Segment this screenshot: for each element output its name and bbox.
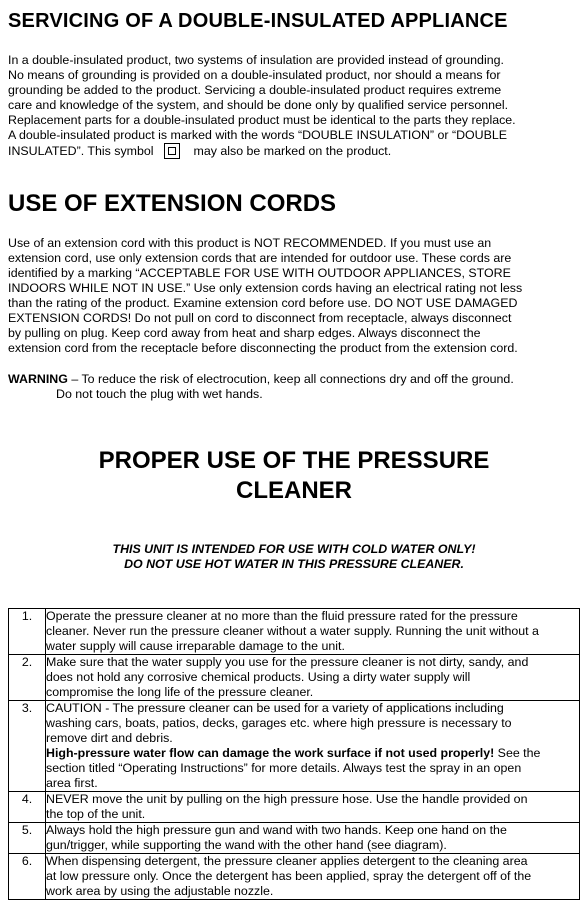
text-before-symbol: INSULATED”. This symbol [8,144,154,158]
text-line: at low pressure only. Once the detergent has been applied, spray the detergent off of the [46,869,532,883]
text-line: INDOORS WHILE NOT IN USE.” Use only extension cords having an electrical rating not less [8,281,523,295]
text-line: compromise the long life of the pressure cleaner. [46,685,314,699]
text-line: Use of an extension cord with this product is NOT RECOMMENDED. If you must use an [8,236,492,250]
title-line: PROPER USE OF THE PRESSURE [98,447,490,474]
warning-text: – To reduce the risk of electrocution, keep all connections dry and off the ground. [67,372,514,386]
notice-line: THIS UNIT IS INTENDED FOR USE WITH COLD WATER ONLY! [112,542,476,556]
notice-line: DO NOT USE HOT WATER IN THIS PRESSURE CLEANER. [124,557,464,571]
title-line: CLEANER [235,477,352,504]
table-row [9,792,580,823]
text-line: does not hold any corrosive chemical products. Using a dirty water supply will [46,670,471,684]
table-row [9,823,580,854]
text-line: No means of grounding is provided on a double-insulated product, nor should a means for [8,68,501,82]
text-line: extension cord, use only extension cords that are intended for outdoor use. These cords are [8,251,512,265]
step-text [46,655,580,701]
step-text [46,701,580,792]
warning-paragraph [8,372,573,402]
text-line: section titled “Operating Instructions” for more details. Always test the spray in an open [46,761,522,775]
servicing-paragraph [8,53,573,159]
warning-line [8,372,573,387]
step-number: 5. [9,823,46,854]
step-number: 2. [9,655,46,701]
text-line: Replacement parts for a double-insulated product must be identical to the parts they replace. [8,113,516,127]
table-row [9,655,580,701]
step-number: 1. [9,609,46,655]
text-line: by pulling on plug. Keep cord away from heat and sharp edges. Always disconnect the [8,326,481,340]
double-insulation-symbol-icon [164,143,180,159]
step-number: 3. [9,701,46,792]
text-line: than the rating of the product. Examine extension cord before use. DO NOT USE DAMAGED [8,296,518,310]
text-line: In a double-insulated product, two systems of insulation are provided instead of grounding. [8,53,504,67]
warning-label: WARNING [8,372,68,386]
text-after-symbol: may also be marked on the product. [193,144,392,158]
bold-warning: High-pressure water flow can damage the work surface if not used properly! [46,746,495,760]
text-line: care and knowledge of the system, and should be done only by qualified service personnel. [8,98,509,112]
section-title-extension-cords: USE OF EXTENSION CORDS [8,190,337,217]
text-line: the top of the unit. [46,807,146,821]
text-line-with-symbol [8,143,573,159]
text-line: CAUTION - The pressure cleaner can be used for a variety of applications including [46,701,504,715]
cold-water-notice [0,542,588,572]
text-line: work area by using the adjustable nozzle. [46,884,274,898]
text-line: remove dirt and debris. [46,731,173,745]
step-text [46,854,580,900]
text-line: washing cars, boats, patios, decks, garages etc. where high pressure is necessary to [46,716,512,730]
extension-cords-paragraph [8,236,573,356]
text-line: extension cord from the receptacle before disconnecting the product from the extension cord. [8,341,518,355]
text-line: water supply will cause irreparable damage to the unit. [46,639,345,653]
text-line: A double-insulated product is marked with the words “DOUBLE INSULATION” or “DOUBLE [8,128,508,142]
step-text [46,823,580,854]
section-title-servicing: SERVICING OF A DOUBLE-INSULATED APPLIANCE [8,10,508,32]
text-line: grounding be added to the product. Servicing a double-insulated product requires extreme [8,83,502,97]
text-line: Always hold the high pressure gun and wand with two hands. Keep one hand on the [46,823,507,837]
text-line: identified by a marking “ACCEPTABLE FOR USE WITH OUTDOOR APPLIANCES, STORE [8,266,511,280]
step-number: 4. [9,792,46,823]
text-line: Make sure that the water supply you use for the pressure cleaner is not dirty, sandy, and [46,655,529,669]
table-row [9,854,580,900]
text-line: When dispensing detergent, the pressure cleaner applies detergent to the cleaning area [46,854,528,868]
step-number: 6. [9,854,46,900]
text-line: EXTENSION CORDS! Do not pull on cord to disconnect from receptacle, always disconnect [8,311,512,325]
text-line: NEVER move the unit by pulling on the high pressure hose. Use the handle provided on [46,792,528,806]
step-text [46,609,580,655]
text-line: Operate the pressure cleaner at no more than the fluid pressure rated for the pressure [46,609,518,623]
text-line: area first. [46,776,98,790]
text-after-bold: See the [494,746,541,760]
instructions-table [8,608,580,900]
step-text [46,792,580,823]
warning-line-2: Do not touch the plug with wet hands. [56,387,263,401]
table-row [9,701,580,792]
table-row [9,609,580,655]
text-line: cleaner. Never run the pressure cleaner without a water supply. Running the unit without a [46,624,539,638]
section-title-proper-use [0,446,588,506]
text-line [46,746,579,761]
text-line: gun/trigger, while supporting the wand with the other hand (see diagram). [46,838,447,852]
